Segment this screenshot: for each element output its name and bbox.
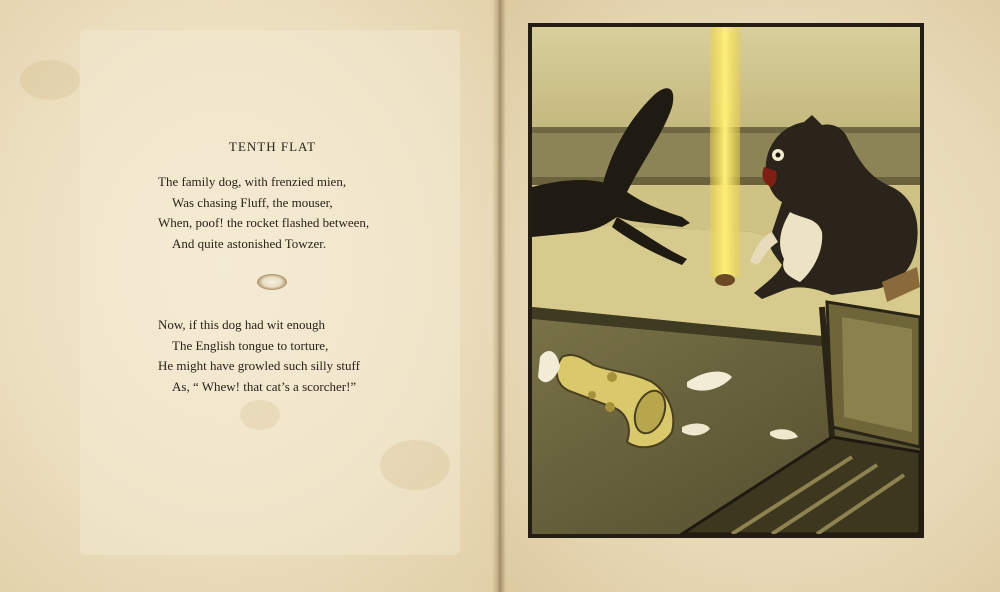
book-gutter	[492, 0, 506, 592]
rocket-beam	[710, 27, 740, 277]
poem-line: He might have growled such silly stuff	[158, 358, 360, 373]
poem-title: TENTH FLAT	[229, 139, 316, 154]
stanza-2	[158, 315, 478, 397]
paper-stain	[20, 60, 80, 100]
poem-line: Was chasing Fluff, the mouser,	[172, 194, 333, 210]
poem-line: The family dog, with frenzied mien,	[158, 174, 347, 189]
paper-stain	[380, 440, 450, 490]
illustration-dog-cat-rocket	[528, 23, 924, 538]
rocket-icon	[715, 274, 735, 286]
poem-line: And quite astonished Towzer.	[172, 235, 327, 251]
stanza-1	[158, 172, 478, 254]
paper-stain	[240, 400, 280, 430]
rocket-hole-cutout	[257, 274, 287, 290]
illustration-art	[532, 27, 920, 534]
poem-line: When, poof! the rocket flashed between,	[158, 215, 370, 230]
poem-line: The English tongue to torture,	[172, 337, 329, 353]
left-page	[0, 0, 498, 592]
poem-line: As, “ Whew! that cat’s a scorcher!”	[172, 378, 357, 394]
poem-line: Now, if this dog had wit enough	[158, 317, 326, 332]
